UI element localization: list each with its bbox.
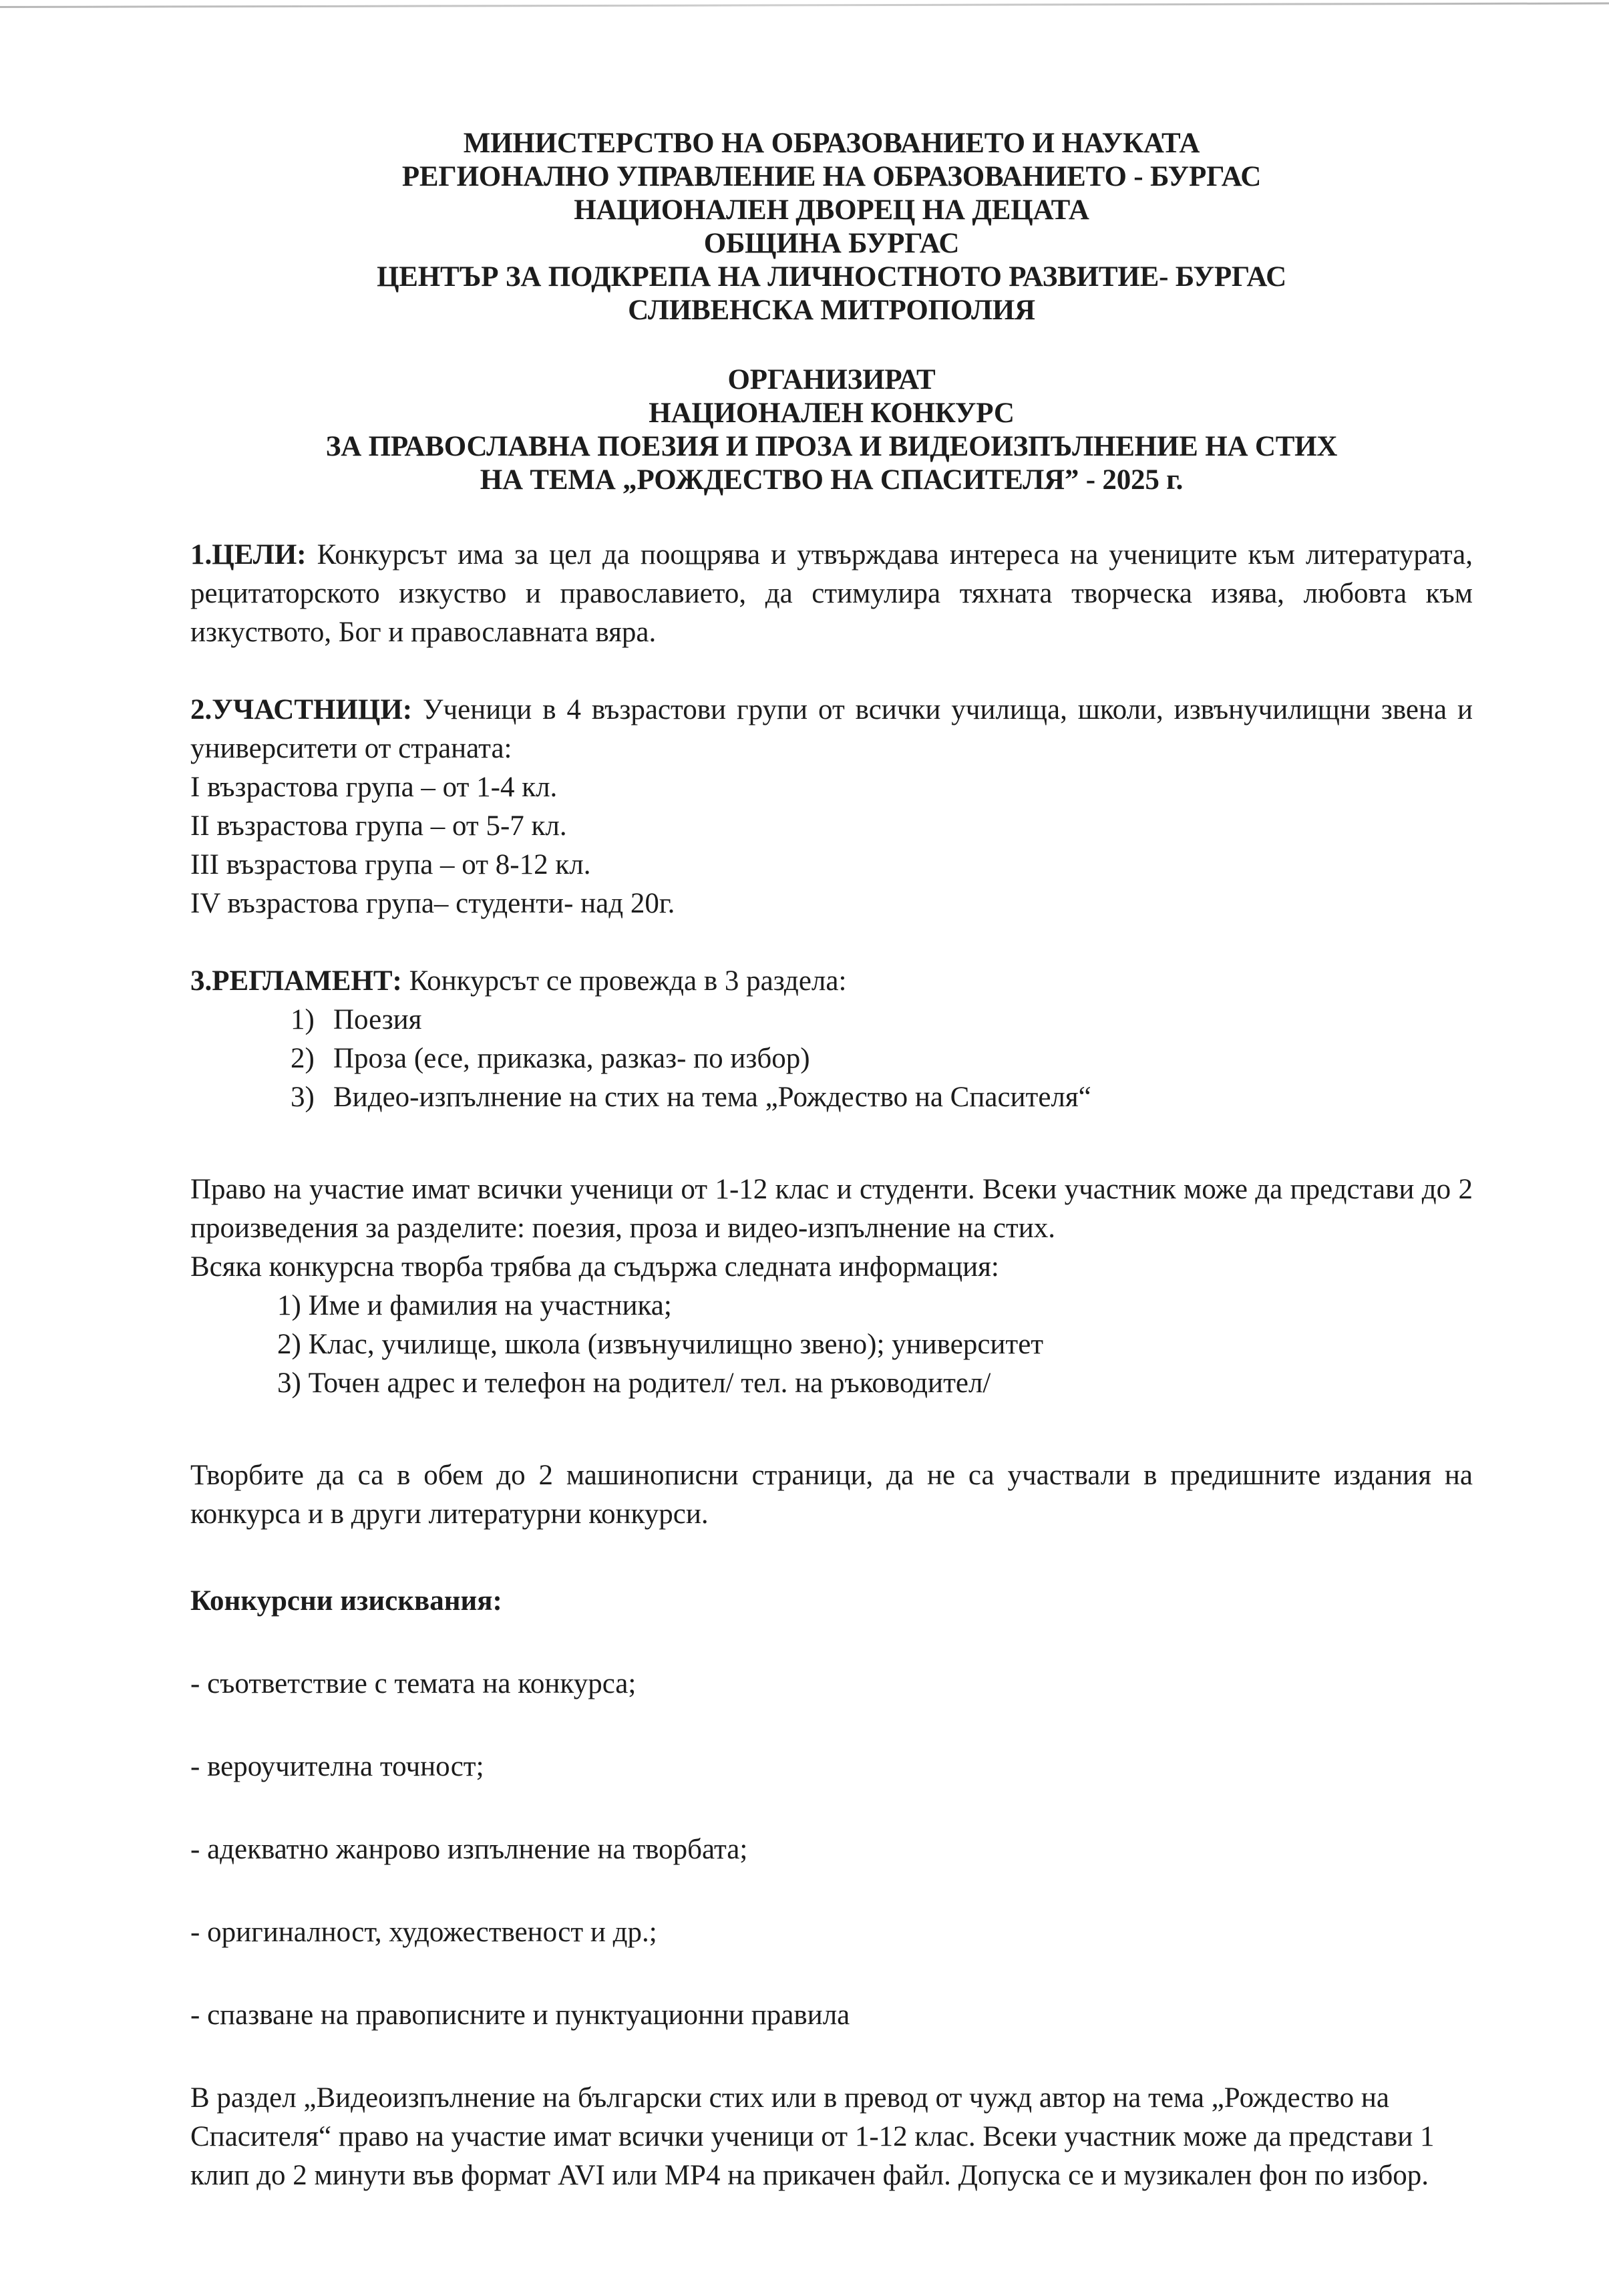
contest-title bbox=[190, 363, 1473, 497]
category-label: Проза (есе, приказка, разказ- по избор) bbox=[333, 1043, 810, 1074]
title-line: ЗА ПРАВОСЛАВНА ПОЕЗИЯ И ПРОЗА И ВИДЕОИЗПЪЛНЕНИЕ НА СТИХ bbox=[325, 431, 1338, 462]
info-item: 2) Клас, училище, школа (извънучилищно звено); университет bbox=[277, 1329, 1044, 1360]
requirement-item: - адекватно жанрово изпълнение на творбата; bbox=[190, 1834, 748, 1865]
document-page bbox=[190, 127, 1473, 2195]
participants-paragraph bbox=[190, 691, 1473, 768]
organizers-header bbox=[190, 127, 1473, 327]
age-group: II възрастова група – от 5-7 кл. bbox=[190, 810, 567, 842]
rules-paragraph bbox=[190, 962, 1473, 1001]
age-group: I възрастова група – от 1-4 кл. bbox=[190, 772, 558, 803]
goals-section bbox=[190, 536, 1473, 652]
info-intro: Всяка конкурсна творба трябва да съдържа следната информация: bbox=[190, 1251, 999, 1283]
requirement-item: - вероучителна точност; bbox=[190, 1751, 484, 1782]
goals-paragraph bbox=[190, 536, 1473, 652]
category-number: 3) bbox=[291, 1082, 315, 1113]
goals-text: Конкурсът има за цел да поощрява и утвърждава интереса на учениците към литературата, рецитаторското изкуство и православието, да стимулира тяхната творческа изява, любовта към изкуството, Бог и православната вяра. bbox=[190, 539, 1473, 648]
participants-label: 2.УЧАСТНИЦИ: bbox=[190, 694, 413, 725]
participants-text: Ученици в 4 възрастови групи от всички училища, школи, извънучилищни звена и университети от страната: bbox=[190, 694, 1473, 764]
title-line: ОРГАНИЗИРАТ bbox=[727, 364, 936, 395]
video-section-paragraph: В раздел „Видеоизпълнение на български стих или в превод от чужд автор на тема „Рождество на Спасителя“ право на участие имат всички ученици от 1-12 клас. Всеки участник може да представи 1 клип до 2 минути във формат AVI или MP4 на прикачен файл. Допуска се и музикален фон по избор. bbox=[190, 2082, 1435, 2191]
requirement-item: - оригиналност, художественост и др.; bbox=[190, 1917, 657, 1948]
info-item: 3) Точен адрес и телефон на родител/ тел. на ръководител/ bbox=[277, 1367, 991, 1399]
title-line: НАЦИОНАЛЕН КОНКУРС bbox=[649, 397, 1015, 429]
eligibility-paragraph: Право на участие имат всички ученици от 1-12 клас и студенти. Всеки участник може да представи до 2 произведения за разделите: поезия, проза и видео-изпълнение на стих. bbox=[190, 1174, 1473, 1244]
organizer-line: СЛИВЕНСКА МИТРОПОЛИЯ bbox=[628, 295, 1035, 326]
organizer-line: ОБЩИНА БУРГАС bbox=[703, 228, 960, 259]
scan-page-edge bbox=[0, 3, 1609, 8]
organizer-line: НАЦИОНАЛЕН ДВОРЕЦ НА ДЕЦАТА bbox=[574, 194, 1089, 226]
age-group: III възрастова група – от 8-12 кл. bbox=[190, 849, 591, 880]
info-item: 1) Име и фамилия на участника; bbox=[277, 1290, 672, 1321]
rules-text: Конкурсът се провежда в 3 раздела: bbox=[401, 965, 847, 997]
contest-category bbox=[190, 1001, 1473, 1039]
contest-category bbox=[190, 1039, 1473, 1078]
category-number: 2) bbox=[291, 1043, 315, 1074]
requirement-item: - спазване на правописните и пунктуационни правила bbox=[190, 1999, 850, 2031]
rules-label: 3.РЕГЛАМЕНТ: bbox=[190, 965, 402, 997]
organizer-line: РЕГИОНАЛНО УПРАВЛЕНИЕ НА ОБРАЗОВАНИЕТО - БУРГАС bbox=[401, 161, 1262, 192]
age-group: IV възрастова група– студенти- над 20г. bbox=[190, 888, 675, 919]
volume-paragraph: Творбите да са в обем до 2 машинописни страници, да не са участвали в предишните издания на конкурса и в други литературни конкурси. bbox=[190, 1460, 1473, 1530]
organizer-line: ЦЕНТЪР ЗА ПОДКРЕПА НА ЛИЧНОСТНОТО РАЗВИТИЕ- БУРГАС bbox=[377, 261, 1286, 293]
contest-category bbox=[190, 1078, 1473, 1117]
category-label: Видео-изпълнение на стих на тема „Рождество на Спасителя“ bbox=[333, 1082, 1091, 1113]
participants-section bbox=[190, 691, 1473, 923]
rules-section bbox=[190, 962, 1473, 2195]
category-number: 1) bbox=[291, 1004, 315, 1035]
category-label: Поезия bbox=[333, 1004, 422, 1035]
organizer-line: МИНИСТЕРСТВО НА ОБРАЗОВАНИЕТО И НАУКАТА bbox=[463, 128, 1200, 159]
requirements-heading: Конкурсни изисквания: bbox=[190, 1585, 502, 1617]
requirement-item: - съответствие с темата на конкурса; bbox=[190, 1668, 637, 1699]
title-line: НА ТЕМА „РОЖДЕСТВО НА СПАСИТЕЛЯ” - 2025 г. bbox=[480, 464, 1184, 496]
goals-label: 1.ЦЕЛИ: bbox=[190, 539, 307, 570]
